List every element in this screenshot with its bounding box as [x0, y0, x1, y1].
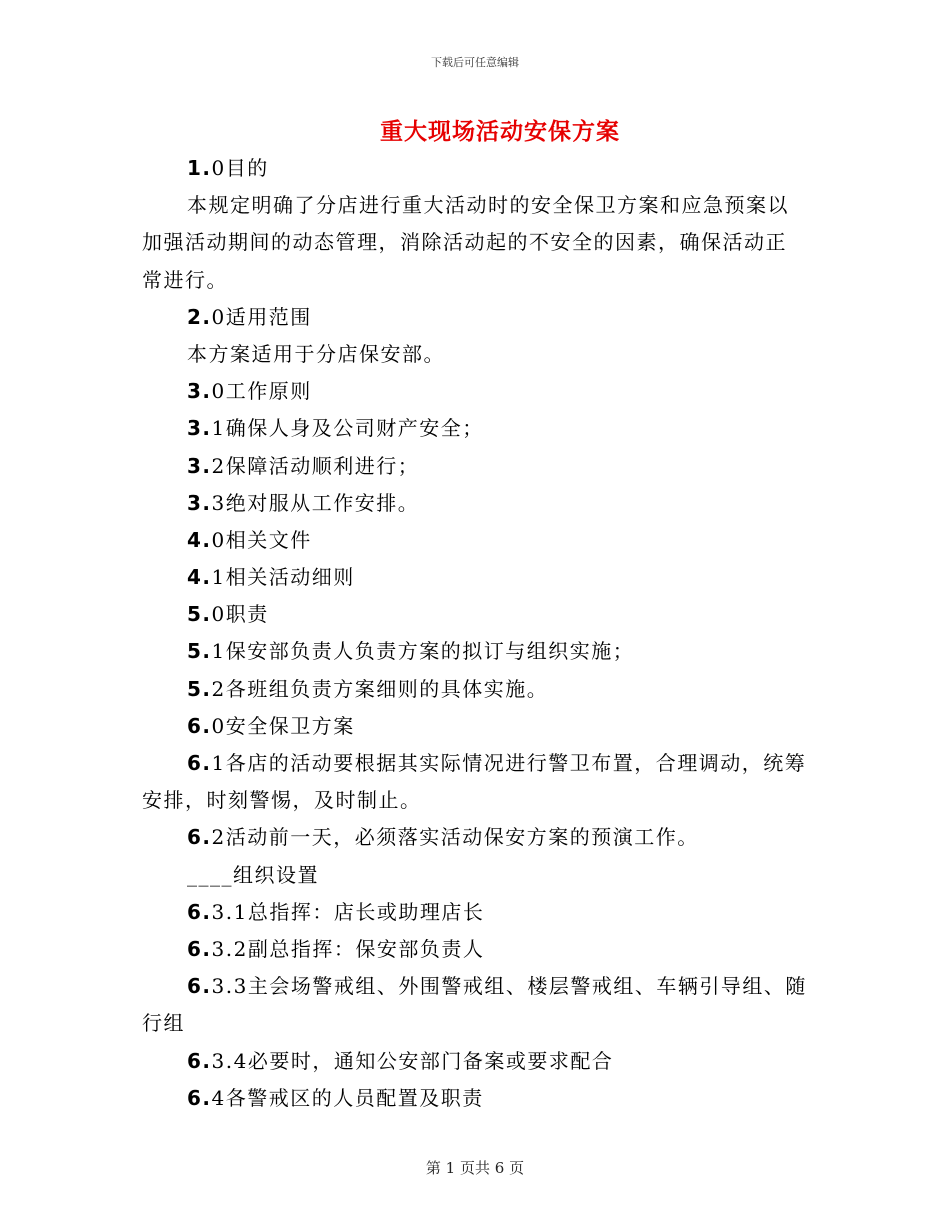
body-line	[142, 224, 812, 261]
section-number: 6.	[187, 899, 212, 924]
body-line	[142, 262, 812, 299]
section-number: 3.	[187, 379, 212, 404]
body-line	[142, 745, 812, 782]
body-line	[142, 1005, 812, 1042]
line-text: 3.2副总指挥：保安部负责人	[211, 936, 485, 961]
document-body	[142, 150, 812, 1117]
body-line	[142, 299, 812, 336]
body-line	[142, 410, 812, 447]
body-line	[142, 187, 812, 224]
document-title: 重大现场活动安保方案	[380, 118, 620, 145]
line-text: 3绝对服从工作安排。	[211, 490, 420, 515]
body-line	[142, 1043, 812, 1080]
line-text: 0适用范围	[211, 304, 312, 329]
line-text: 2活动前一天，必须落实活动保安方案的预演工作。	[211, 825, 699, 850]
body-line	[142, 857, 812, 894]
body-line	[142, 819, 812, 856]
line-text: 0目的	[211, 156, 269, 180]
body-line	[142, 782, 812, 819]
header-note: 下载后可任意编辑	[431, 56, 519, 69]
section-number: 6.	[187, 825, 212, 850]
page-number: 第 1 页共 6 页	[425, 1159, 525, 1177]
body-line	[142, 150, 812, 187]
body-line	[142, 336, 812, 373]
body-line	[142, 522, 812, 559]
line-text: 行组	[142, 1011, 185, 1036]
body-line	[142, 931, 812, 968]
section-number: 6.	[187, 974, 212, 999]
section-number: 5.	[187, 676, 212, 701]
line-text: 1确保人身及公司财产安全；	[211, 416, 484, 441]
line-text: 1各店的活动要根据其实际情况进行警卫布置，合理调动，统筹	[211, 751, 807, 775]
body-line	[142, 633, 812, 670]
body-line	[142, 373, 812, 410]
section-number: 5.	[187, 602, 212, 627]
line-text: 3.1总指挥：店长或助理店长	[211, 899, 485, 924]
section-number: 6.	[187, 751, 212, 775]
section-number: 6.	[187, 713, 212, 738]
section-number: 5.	[187, 639, 212, 664]
section-number: 6.	[187, 1085, 212, 1110]
section-number: 3.	[187, 416, 212, 441]
line-text: 0工作原则	[211, 379, 312, 404]
line-text: 0职责	[211, 602, 269, 627]
body-line	[142, 559, 812, 596]
section-number: 1.	[187, 156, 212, 180]
line-text: 1保安部负责人负责方案的拟订与组织实施；	[211, 639, 635, 664]
body-line	[142, 448, 812, 485]
body-line	[142, 894, 812, 931]
body-line	[142, 708, 812, 745]
line-text: 本方案适用于分店保安部。	[187, 341, 445, 366]
section-number: 6.	[187, 1048, 212, 1073]
line-text: 4各警戒区的人员配置及职责	[211, 1085, 484, 1110]
body-line	[142, 968, 812, 1005]
line-text: 3.3主会场警戒组、外围警戒组、楼层警戒组、车辆引导组、随	[211, 974, 807, 999]
line-text: 2各班组负责方案细则的具体实施。	[211, 676, 549, 701]
line-text: 安排，时刻警惕，及时制止。	[142, 788, 422, 813]
line-text: 3.4必要时，通知公安部门备案或要求配合	[211, 1048, 614, 1073]
line-text: 本规定明确了分店进行重大活动时的安全保卫方案和应急预案以	[187, 193, 789, 218]
body-line	[142, 596, 812, 633]
line-text: 0安全保卫方案	[211, 713, 355, 738]
line-text: 常进行。	[142, 267, 228, 292]
line-text: ____组织设置	[187, 862, 319, 887]
line-text: 1相关活动细则	[211, 565, 355, 590]
body-line	[142, 1080, 812, 1117]
section-number: 6.	[187, 936, 212, 961]
section-number: 4.	[187, 565, 212, 590]
body-line	[142, 485, 812, 522]
section-number: 3.	[187, 453, 212, 478]
body-line	[142, 671, 812, 708]
section-number: 4.	[187, 527, 212, 552]
line-text: 加强活动期间的动态管理，消除活动起的不安全的因素，确保活动正	[142, 230, 787, 255]
line-text: 2保障活动顺利进行；	[211, 453, 420, 478]
section-number: 2.	[187, 304, 212, 329]
section-number: 3.	[187, 490, 212, 515]
line-text: 0相关文件	[211, 527, 312, 552]
